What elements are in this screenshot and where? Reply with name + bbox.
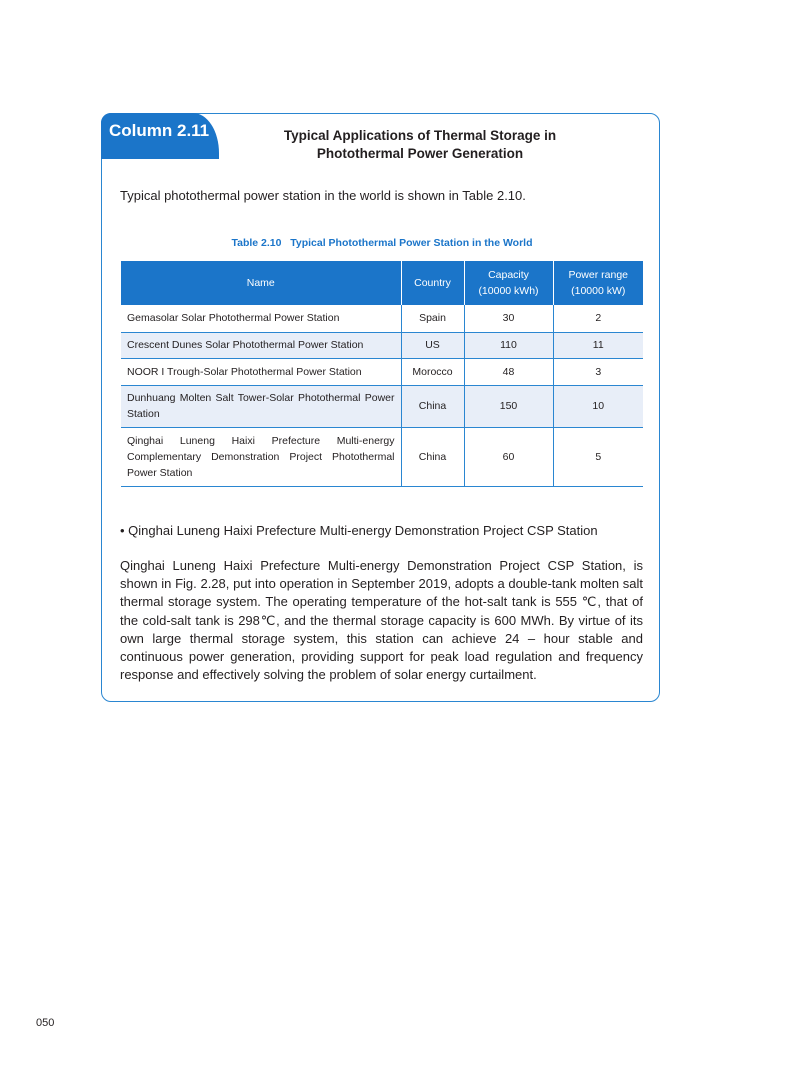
- table-row: [121, 358, 643, 385]
- cell-name: Qinghai Luneng Haixi Prefecture Multi-energy Complementary Demonstration Project Photothermal Power Station: [121, 427, 401, 486]
- title-line-1: Typical Applications of Thermal Storage in: [283, 128, 557, 143]
- table-row: [121, 305, 643, 332]
- cell-power: 10: [553, 385, 643, 427]
- table-caption: Table 2.10 Typical Photothermal Power Station in the World: [231, 237, 533, 249]
- cell-country: China: [401, 427, 464, 486]
- cell-name: Gemasolar Solar Photothermal Power Station: [121, 305, 401, 332]
- cell-power: 3: [553, 358, 643, 385]
- cell-power: 11: [553, 332, 643, 358]
- cell-name: Crescent Dunes Solar Photothermal Power Station: [121, 332, 401, 358]
- header-capacity-label: Capacity: [488, 269, 529, 281]
- cell-power: 2: [553, 305, 643, 332]
- cell-country: China: [401, 385, 464, 427]
- cell-country: Spain: [401, 305, 464, 332]
- section-heading: • Qinghai Luneng Haixi Prefecture Multi-energy Demonstration Project CSP Station: [120, 523, 598, 538]
- page-number: 050: [36, 1017, 55, 1029]
- cell-capacity: 110: [464, 332, 553, 358]
- header-power-unit: (10000 kW): [571, 285, 626, 297]
- cell-country: Morocco: [401, 358, 464, 385]
- column-title: [260, 127, 580, 163]
- cell-capacity: 150: [464, 385, 553, 427]
- cell-name: NOOR I Trough-Solar Photothermal Power Station: [121, 358, 401, 385]
- cell-capacity: 60: [464, 427, 553, 486]
- header-name: Name: [121, 261, 401, 305]
- title-line-2: Photothermal Power Generation: [316, 146, 524, 161]
- body-paragraph: Qinghai Luneng Haixi Prefecture Multi-energy Demonstration Project CSP Station, is shown in Fig. 2.28, put into operation in September 2019, adopts a double-tank molten salt thermal storage system. The operating temperature of the hot-salt tank is 555 ℃, that of the cold-salt tank is 298℃, and the thermal storage capacity is 600 MWh. By virtue of its own large thermal storage system, this station can achieve 24 – hour stable and continuous power generation, providing support for peak load regulation and frequency response and effectively solving the problem of solar energy curtailment.: [120, 558, 643, 683]
- cell-name: Dunhuang Molten Salt Tower-Solar Photothermal Power Station: [121, 385, 401, 427]
- header-capacity: [464, 261, 553, 305]
- table-row: [121, 427, 643, 486]
- header-country: Country: [401, 261, 464, 305]
- table-row: [121, 385, 643, 427]
- table-row: [121, 332, 643, 358]
- column-label: Column 2.11: [101, 113, 219, 159]
- header-capacity-unit: (10000 kWh): [478, 285, 539, 297]
- header-power-label: Power range: [568, 269, 629, 281]
- stations-table: [121, 261, 643, 487]
- table-header-row: [121, 261, 643, 305]
- cell-capacity: 48: [464, 358, 553, 385]
- cell-power: 5: [553, 427, 643, 486]
- header-power: [553, 261, 643, 305]
- cell-country: US: [401, 332, 464, 358]
- intro-text: Typical photothermal power station in the world is shown in Table 2.10.: [120, 188, 526, 203]
- cell-capacity: 30: [464, 305, 553, 332]
